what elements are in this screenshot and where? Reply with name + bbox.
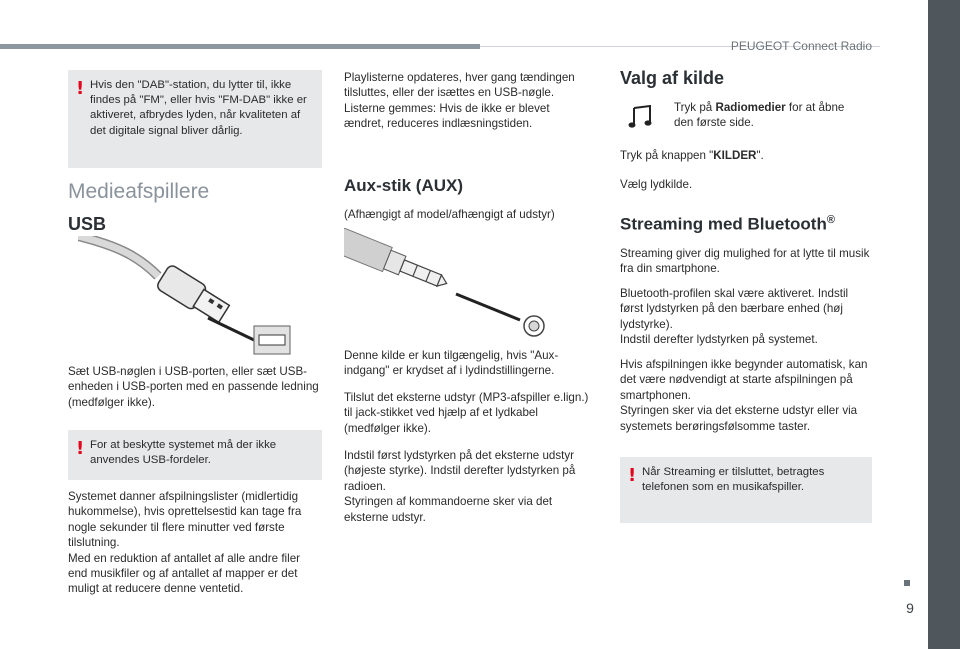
vaelg-lydkilde: Vælg lydkilde.	[620, 178, 693, 191]
continued-marker	[904, 580, 910, 586]
bluetooth-title	[620, 214, 835, 235]
bluetooth-title-text: Streaming med Bluetooth	[620, 214, 827, 234]
aux-paragraph-2: Tilslut det eksterne udstyr (MP3-afspiller e.lign.) til jack-stikket ved hjælp af et lydkabel (medfølger ikke).	[344, 391, 589, 435]
bt-paragraph-2-line-1: Bluetooth-profilen skal være aktiveret. Indstil først lydstyrken på den bærbare enhed (høj lydstyrke).	[620, 287, 849, 331]
warning-icon: !	[76, 78, 85, 99]
usb-title: USB	[68, 214, 107, 234]
valg-title: Valg af kilde	[620, 68, 725, 88]
usb-paragraph-2-line-2: Med en reduktion af antallet af alle andre filer end musikfiler og af antallet af mapper er det muligt at reducere denne ventetid.	[68, 551, 301, 596]
bt-paragraph-2	[620, 286, 872, 348]
note-dab	[68, 70, 322, 168]
bt-paragraph-3	[620, 357, 872, 434]
knap-pre: Tryk på knappen "	[620, 149, 714, 162]
header-brand: PEUGEOT Connect Radio	[730, 39, 872, 53]
tryk-post: for at åbne den første side.	[674, 101, 845, 130]
registered-mark: ®	[826, 214, 835, 226]
aux-title: Aux-stik (AUX)	[344, 176, 464, 195]
note-usb-text: For at beskytte systemet må der ikke anvendes USB-fordeler.	[90, 439, 277, 467]
tryk-kilder	[620, 148, 870, 163]
jack-plug-illustration	[344, 228, 550, 338]
knap-post: ".	[756, 149, 764, 162]
bt-paragraph-3-line-1: Hvis afspilningen ikke begynder automatisk, kan det være nødvendigt at starte afspilningen på smartphonen.	[620, 358, 868, 402]
usb-paragraph-2	[68, 489, 322, 597]
side-tab-bar	[928, 0, 960, 649]
note-dab-text: Hvis den "DAB"-station, du lytter til, ikke findes på "FM", eller hvis "FM-DAB" ikke er aktiveret, afbrydes lyden, når kvaliteten af det digitale signal bliver dårlig.	[90, 79, 307, 137]
bt-paragraph-3-line-2: Styringen sker via det eksterne udstyr eller via systemets berøringsfølsomme taster.	[620, 404, 858, 433]
bt-paragraph-2-line-2: Indstil derefter lydstyrken på systemet.	[620, 333, 818, 347]
usb-paragraph-2-line-1: Systemet danner afspilningslister (midlertidig hukommelse), hvis oprettelsestid kan tage fra nogle sekunder til flere minutter ved første tilslutning.	[68, 490, 302, 550]
aux-paragraph-3-line-1: Indstil først lydstyrken på det eksterne udstyr (højeste styrke). Indstil derefter lydstyrken på radioen.	[344, 449, 576, 493]
aux-paragraph-3-line-2: Styringen af kommandoerne sker via det eksterne udstyr.	[344, 495, 553, 524]
tryk-bold: Radiomedier	[715, 101, 786, 114]
playlist-paragraph: Playlisterne opdateres, hver gang tændingen tilsluttes, eller der isættes en USB-nøgle. Listerne gemmes: Hvis de ikke er blevet ændret, reduceres indlæsningstiden.	[344, 71, 575, 131]
page-number: 9	[906, 600, 914, 616]
header-rule	[0, 44, 480, 49]
warning-icon: !	[76, 438, 85, 459]
section-title-media: Medieafspillere	[68, 180, 210, 203]
note-usb	[68, 430, 322, 480]
aux-paragraph-3	[344, 448, 592, 525]
aux-subtitle: (Afhængigt af model/afhængigt af udstyr)	[344, 208, 555, 221]
tryk-radiomedier	[674, 100, 864, 131]
note-bt-text: Når Streaming er tilsluttet, betragtes telefonen som en musikafspiller.	[642, 466, 825, 494]
aux-paragraph-1: Denne kilde er kun tilgængelig, hvis "Aux-indgang" er krydset af i lydindstillingerne.	[344, 349, 559, 378]
note-bt	[620, 457, 872, 523]
bt-paragraph-1: Streaming giver dig mulighed for at lytte til musik fra din smartphone.	[620, 247, 870, 276]
tryk-pre: Tryk på	[674, 101, 716, 114]
usb-paragraph-1: Sæt USB-nøglen i USB-porten, eller sæt USB-enheden i USB-porten med en passende ledning (medfølger ikke).	[68, 365, 319, 409]
usb-plug-illustration	[78, 236, 298, 358]
music-note-icon	[628, 104, 656, 130]
warning-icon: !	[628, 465, 637, 486]
knap-bold: KILDER	[713, 149, 757, 162]
